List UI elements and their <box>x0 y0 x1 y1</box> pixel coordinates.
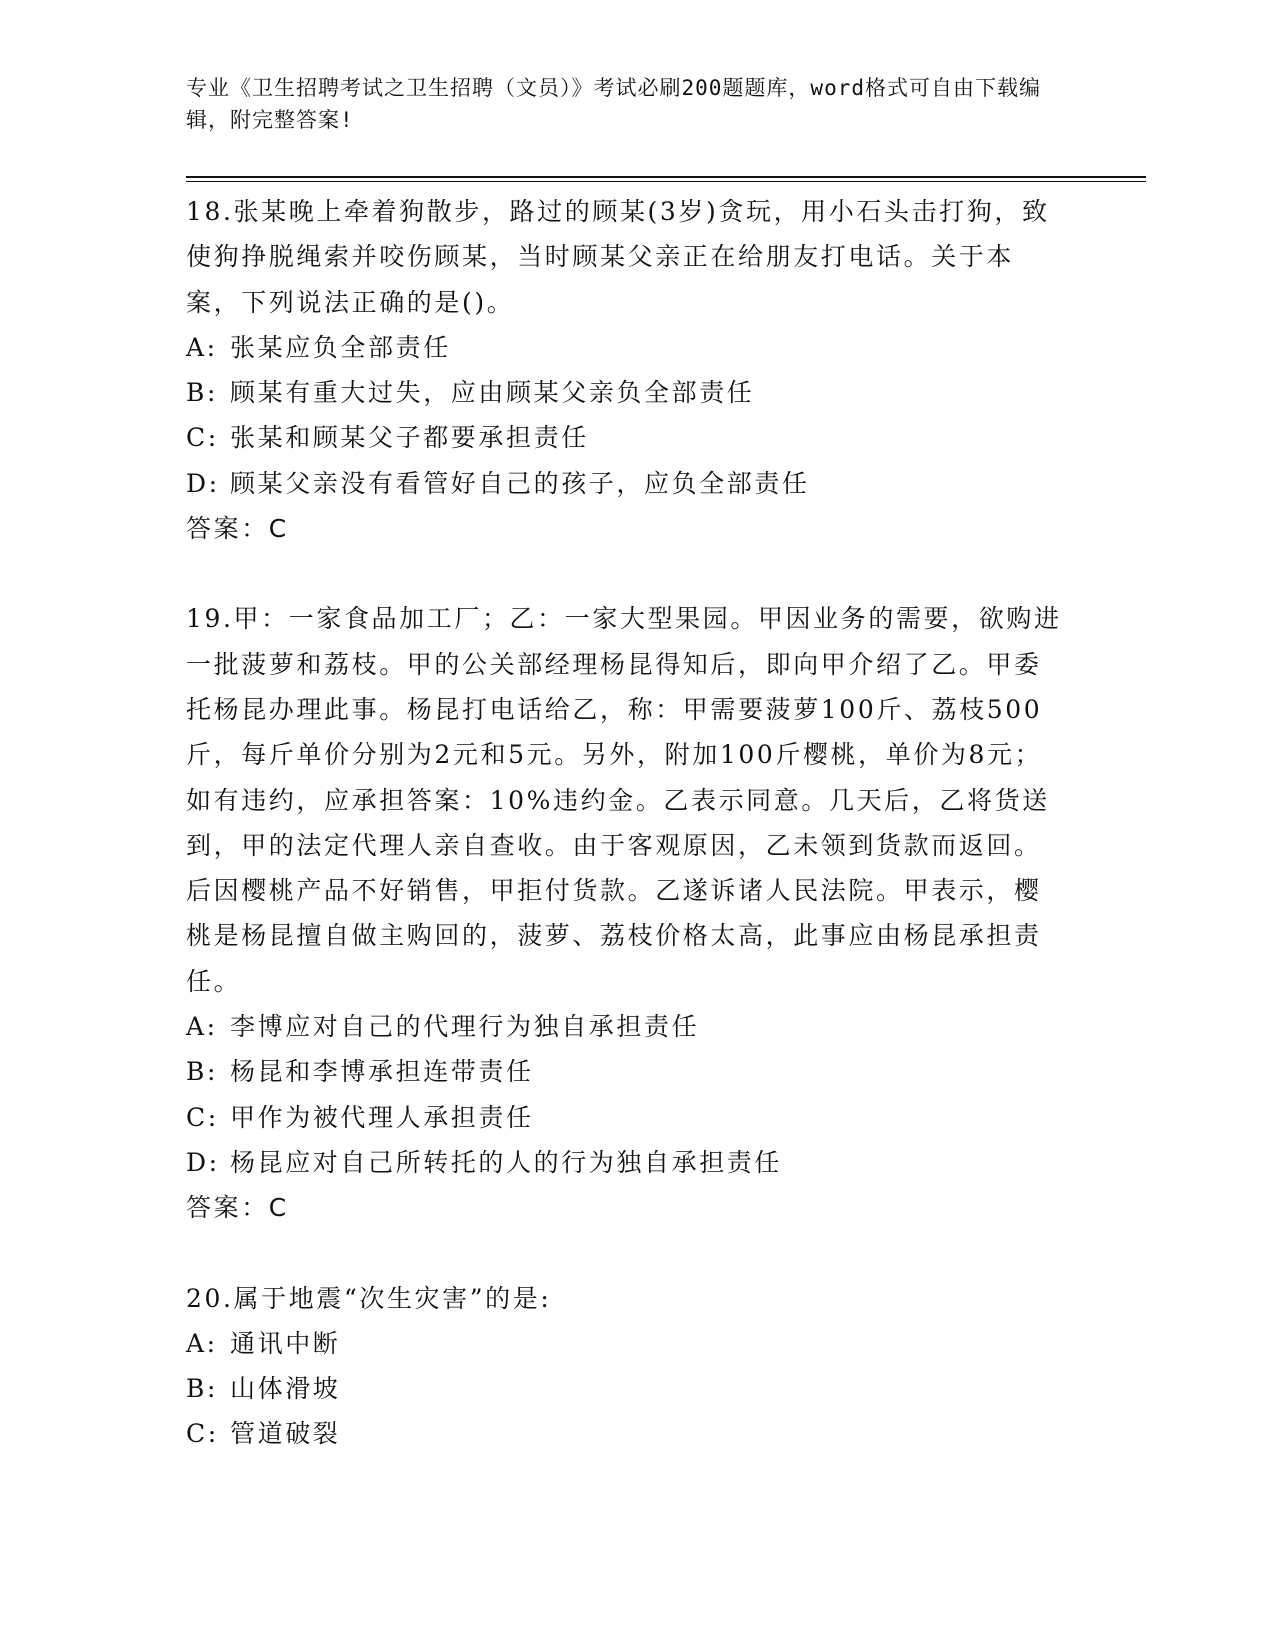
option-text: 张某应负全部责任 <box>230 332 451 362</box>
option-text: 李博应对自己的代理行为独自承担责任 <box>230 1012 700 1042</box>
option-d <box>186 1140 1066 1185</box>
option-letter: C: <box>186 1419 219 1449</box>
answer-line: 答案：C <box>186 514 289 544</box>
option-text: 顾某有重大过失，应由顾某父亲负全部责任 <box>230 378 755 408</box>
option-text: 甲作为被代理人承担责任 <box>230 1102 534 1132</box>
document-header: 专业《卫生招聘考试之卫生招聘（文员）》考试必刷200题题库，word格式可自由下载编辑，附完整答案! <box>186 76 1041 132</box>
question-18 <box>186 189 1066 551</box>
option-b <box>186 1049 1066 1094</box>
option-letter: A: <box>186 1328 218 1358</box>
option-letter: C: <box>186 423 219 453</box>
option-letter: D: <box>186 1147 220 1177</box>
option-text: 杨昆和李博承担连带责任 <box>230 1057 534 1087</box>
option-text: 山体滑坡 <box>230 1374 341 1404</box>
question-19 <box>186 596 1066 1230</box>
option-c <box>186 415 1066 460</box>
header-divider-thick <box>186 176 1146 178</box>
option-c <box>186 1095 1066 1140</box>
option-letter: B: <box>186 378 218 408</box>
option-letter: B: <box>186 1057 218 1087</box>
option-text: 通讯中断 <box>230 1328 341 1358</box>
option-b <box>186 1366 1066 1411</box>
option-a <box>186 1321 1066 1366</box>
option-d <box>186 461 1066 506</box>
option-c <box>186 1411 1066 1456</box>
option-letter: B: <box>186 1374 218 1404</box>
question-20 <box>186 1276 1066 1457</box>
option-letter: D: <box>186 468 220 498</box>
option-letter: A: <box>186 1012 218 1042</box>
option-letter: C: <box>186 1102 219 1132</box>
question-stem: 18.张某晚上牵着狗散步，路过的顾某(3岁)贪玩，用小石头击打狗，致使狗挣脱绳索并咬伤顾某，当时顾某父亲正在给朋友打电话。关于本案，下列说法正确的是()。 <box>186 197 1050 317</box>
question-stem: 19.甲：一家食品加工厂；乙：一家大型果园。甲因业务的需要，欲购进一批菠萝和荔枝。甲的公关部经理杨昆得知后，即向甲介绍了乙。甲委托杨昆办理此事。杨昆打电话给乙，称：甲需要菠萝100斤、荔枝500斤，每斤单价分别为2元和5元。另外，附加100斤樱桃，单价为8元；如有违约，应承担答案：10%违约金。乙表示同意。几天后，乙将货送到，甲的法定代理人亲自查收。由于客观原因，乙未领到货款而返回。后因樱桃产品不好销售，甲拒付货款。乙遂诉诸人民法院。甲表示，樱桃是杨昆擅自做主购回的，菠萝、荔枝价格太高，此事应由杨昆承担责任。 <box>186 604 1062 996</box>
answer-line: 答案：C <box>186 1193 289 1223</box>
option-a <box>186 325 1066 370</box>
option-text: 张某和顾某父子都要承担责任 <box>230 423 589 453</box>
option-a <box>186 1004 1066 1049</box>
option-text: 管道破裂 <box>230 1419 341 1449</box>
option-text: 杨昆应对自己所转托的人的行为独自承担责任 <box>230 1147 783 1177</box>
question-list <box>186 189 1066 1502</box>
question-stem: 20.属于地震“次生灾害”的是: <box>186 1283 552 1313</box>
header-divider-thin <box>186 181 1146 182</box>
option-text: 顾某父亲没有看管好自己的孩子，应负全部责任 <box>230 468 810 498</box>
option-b <box>186 370 1066 415</box>
option-letter: A: <box>186 332 218 362</box>
